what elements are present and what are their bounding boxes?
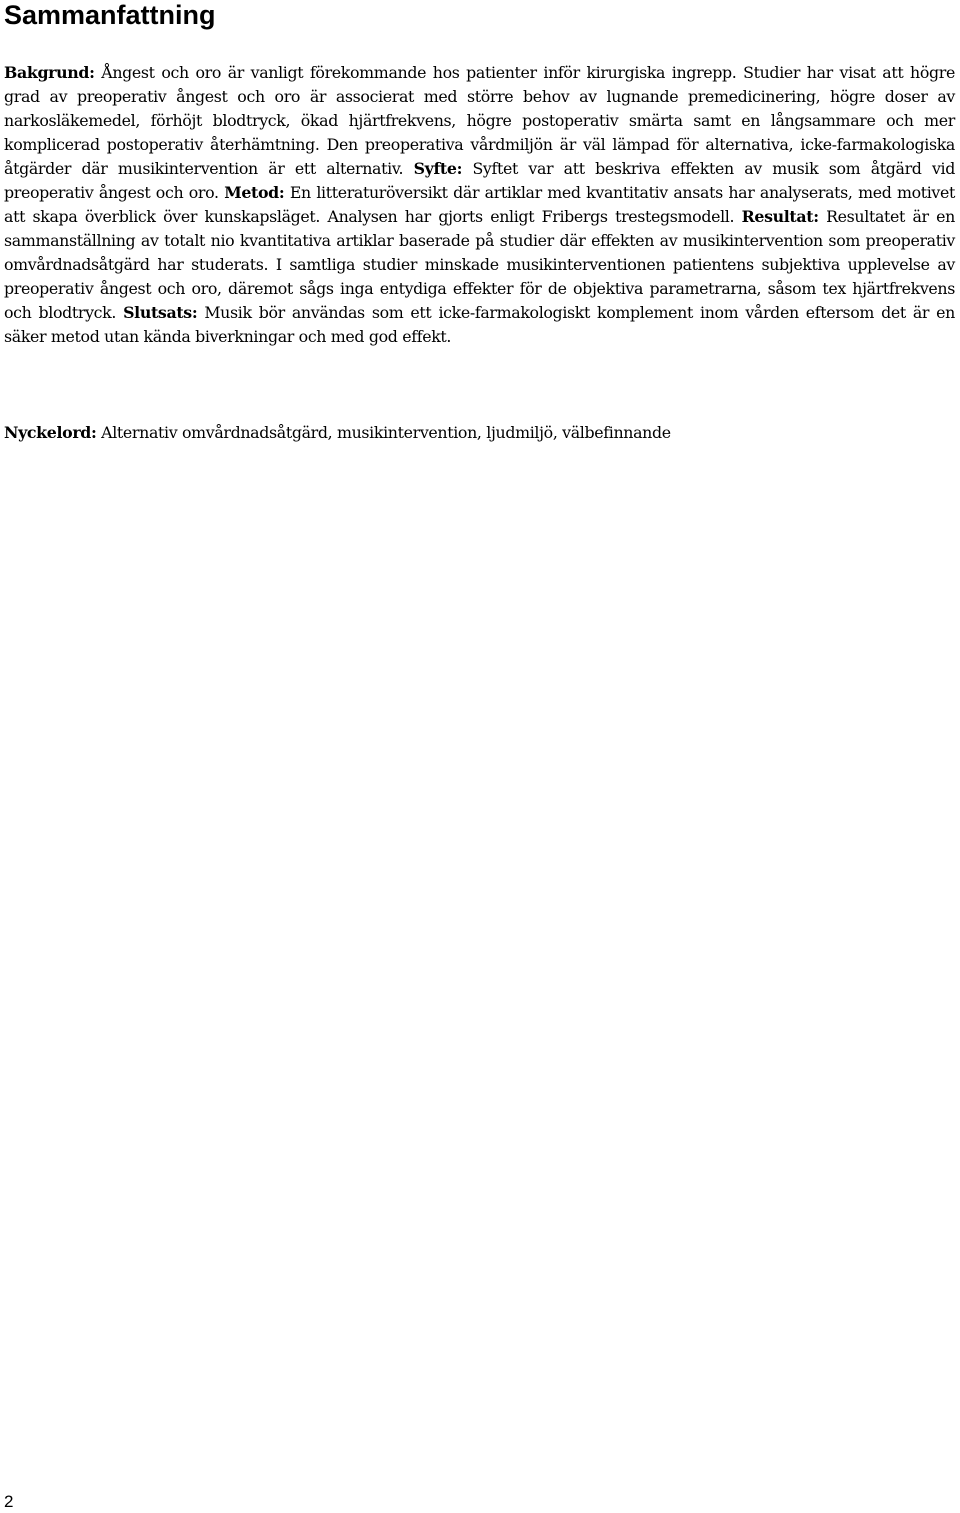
abstract-paragraph xyxy=(4,61,955,349)
aim-label: Syfte: xyxy=(413,159,463,178)
method-text: En litteraturöversikt där artiklar med kvantitativ ansats har analyserats, med motivet att skapa överblick över kunskapsläget. Analysen har gjorts enligt Fribergs trestegsmodell. xyxy=(4,183,956,226)
results-text: Resultatet är en sammanställning av totalt nio kvantitativa artiklar baserade på studier där effekten av musikintervention som preoperativ omvårdnadsåtgärd har studerats. I samtliga studier minskade musikinterventionen patientens subjektiva upplevelse av preoperativ ångest och oro, däremot sågs inga entydiga effekter för de objektiva parametrarna, såsom tex hjärtfrekvens och blodtryck. xyxy=(4,207,955,322)
conclusion-text: Musik bör användas som ett icke-farmakologiskt komplement inom vården eftersom det är en säker metod utan kända biverkningar och med god effekt. xyxy=(4,303,955,346)
results-label: Resultat: xyxy=(741,207,819,226)
method-label: Metod: xyxy=(224,183,285,202)
page-number: 2 xyxy=(4,1492,14,1511)
aim-text: Syftet var att beskriva effekten av musik som åtgärd vid preoperativ ångest och oro. xyxy=(4,159,955,202)
keywords-line xyxy=(4,421,955,445)
background-text: Ångest och oro är vanligt förekommande hos patienter inför kirurgiska ingrepp. Studier har visat att högre grad av preoperativ ångest och oro är associerat med större behov av lugnande premedicinering, högre doser av narkosläkemedel, förhöjt blodtryck, ökad hjärtfrekvens, högre postoperativ smärta samt en långsammare och mer komplicerad postoperativ återhämtning. Den preoperativa vårdmiljön är väl lämpad för alternativa, icke-farmakologiska åtgärder där musikintervention är ett alternativ. xyxy=(4,63,955,178)
keywords-text: Alternativ omvårdnadsåtgärd, musikintervention, ljudmiljö, välbefinnande xyxy=(96,423,671,442)
conclusion-label: Slutsats: xyxy=(123,303,198,322)
background-label: Bakgrund: xyxy=(4,63,95,82)
page-title: Sammanfattning xyxy=(4,0,216,30)
keywords-label: Nyckelord: xyxy=(4,423,97,442)
